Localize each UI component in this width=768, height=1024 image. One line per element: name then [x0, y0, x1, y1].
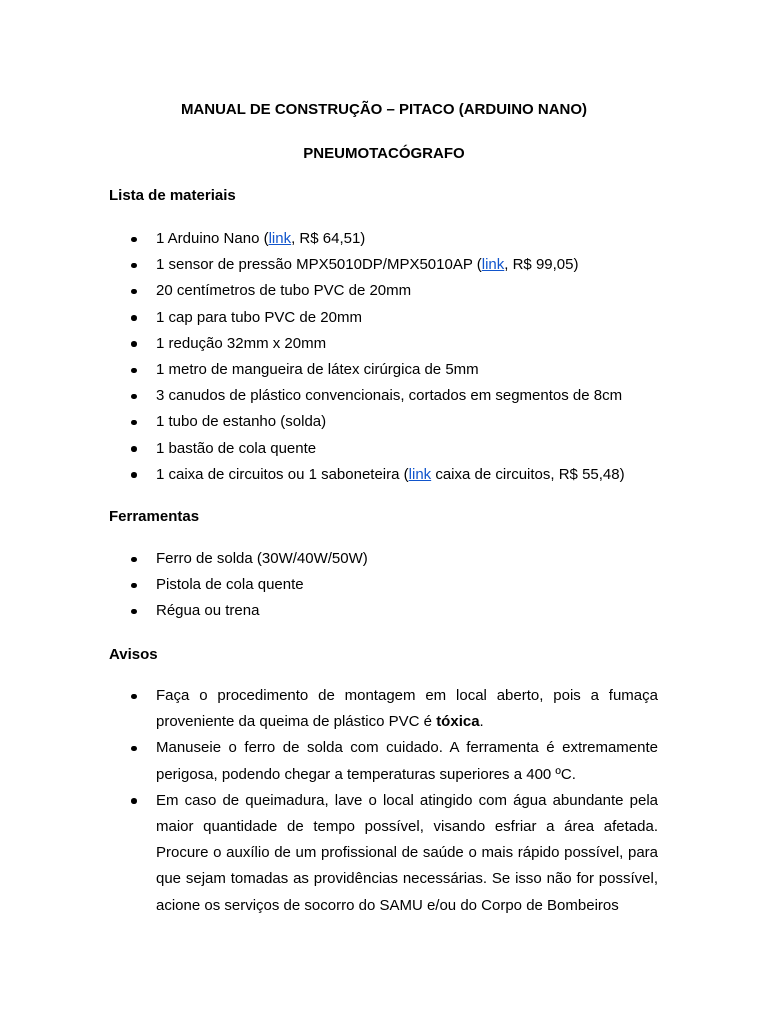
list-item: Manuseie o ferro de solda com cuidado. A ferramenta é extremamente perigosa, podendo chegar a temperaturas superiores a 400 ºC. [0, 735, 658, 787]
materials-link-arduino[interactable]: link [268, 230, 292, 247]
warnings-list [0, 683, 658, 919]
list-item: 1 bastão de cola quente [0, 436, 658, 462]
list-item: Ferro de solda (30W/40W/50W) [0, 546, 658, 572]
materials-link-circuit-box[interactable]: link [408, 465, 432, 483]
list-item: 3 canudos de plástico convencionais, cortados em segmentos de 8cm [0, 383, 658, 409]
list-item: 1 Arduino Nano (link, R$ 64,51) [0, 226, 658, 252]
document-subtitle: PNEUMOTACÓGRAFO [303, 145, 465, 162]
document-title: MANUAL DE CONSTRUÇÃO – PITACO (ARDUINO NANO) [180, 101, 588, 118]
list-item: Régua ou trena [0, 598, 658, 624]
list-item: 20 centímetros de tubo PVC de 20mm [0, 278, 658, 304]
materials-heading: Lista de materiais [109, 187, 236, 204]
tools-heading: Ferramentas [109, 508, 200, 525]
tools-list [0, 546, 658, 625]
list-item: 1 cap para tubo PVC de 20mm [0, 305, 658, 331]
materials-link-sensor[interactable]: link [481, 256, 505, 274]
list-item: Em caso de queimadura, lave o local atingido com água abundante pela maior quantidade de tempo possível, visando esfriar a área afetada. Procure o auxílio de um profissional de saúde o mais rápido possível, para que sejam tomadas as providências necessárias. Se isso não for possível, acione os serviços de socorro do SAMU e/ou do Corpo de Bombeiros [0, 788, 658, 919]
list-item: Pistola de cola quente [0, 572, 658, 598]
list-item: Faça o procedimento de montagem em local aberto, pois a fumaça proveniente da queima de plástico PVC é tóxica. [0, 683, 658, 735]
toxic-emphasis: tóxica [436, 713, 480, 731]
list-item: 1 caixa de circuitos ou 1 saboneteira (link caixa de circuitos, R$ 55,48) [0, 462, 658, 488]
list-item: 1 redução 32mm x 20mm [0, 331, 658, 357]
materials-list [0, 226, 658, 488]
warnings-heading: Avisos [109, 646, 158, 663]
list-item: 1 sensor de pressão MPX5010DP/MPX5010AP (link, R$ 99,05) [0, 252, 658, 278]
list-item: 1 tubo de estanho (solda) [0, 409, 658, 435]
list-item: 1 metro de mangueira de látex cirúrgica de 5mm [0, 357, 658, 383]
